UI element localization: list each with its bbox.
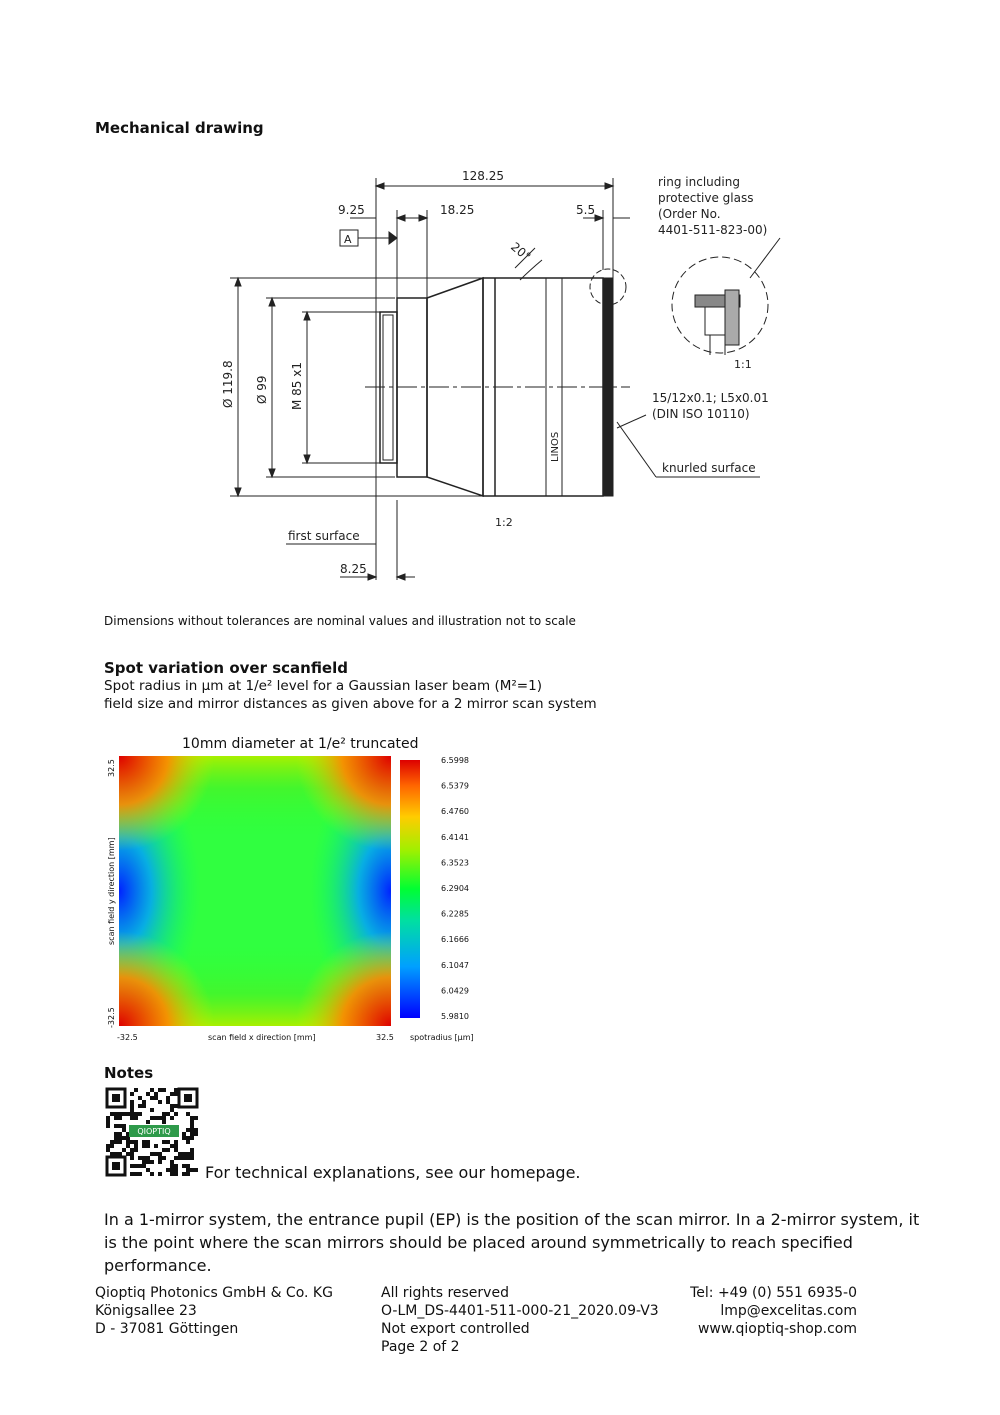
- y-tick-min: -32.5: [107, 1007, 116, 1028]
- colorbar-tick-label: 6.3523: [441, 858, 469, 868]
- footer-address: [95, 1284, 333, 1338]
- colorbar-tick-label: 6.2285: [441, 909, 469, 919]
- x-tick-max: 32.5: [376, 1033, 394, 1042]
- dim-overall-length: 128.25: [462, 169, 504, 183]
- callout-spec-line2: (DIN ISO 10110): [652, 407, 750, 421]
- homepage-text: For technical explanations, see our homepage.: [205, 1163, 581, 1182]
- scale-detail: 1:1: [734, 358, 752, 371]
- mechanical-drawing: [190, 160, 790, 590]
- callout-ring-line2: protective glass: [658, 191, 754, 205]
- entrance-pupil-paragraph: In a 1-mirror system, the entrance pupil (EP) is the position of the scan mirror. In a 2-mirror system, it is the point where the scan mirrors should be placed around symmetrically to reach specified performance.: [104, 1210, 920, 1275]
- footer-company: Qioptiq Photonics GmbH & Co. KG: [95, 1285, 333, 1301]
- colorbar-tick-label: 6.4760: [441, 807, 469, 817]
- chart-title: 10mm diameter at 1/e² truncated: [182, 736, 419, 752]
- colorbar: [400, 760, 420, 1018]
- y-axis-label: scan field y direction [mm]: [107, 837, 116, 945]
- colorbar-tick-label: 6.5998: [441, 756, 469, 765]
- dim-diameter-mid: Ø 99: [255, 375, 269, 404]
- callout-spec-line1: 15/12x0.1; L5x0.01: [652, 391, 769, 405]
- footer-doc-id: O-LM_DS-4401-511-000-21_2020.09-V3: [381, 1303, 659, 1319]
- dim-first-surface: 8.25: [340, 562, 367, 576]
- footer-tel: Tel: +49 (0) 551 6935-0: [690, 1285, 857, 1301]
- footer-contact: [690, 1284, 857, 1338]
- section-heading-notes: Notes: [104, 1064, 154, 1082]
- x-axis-label: scan field x direction [mm]: [208, 1033, 316, 1042]
- drawing-note: Dimensions without tolerances are nominal values and illustration not to scale: [104, 614, 576, 628]
- dim-flange-length: 18.25: [440, 203, 475, 217]
- svg-text:QIOPTIQ: QIOPTIQ: [137, 1127, 171, 1136]
- x-tick-min: -32.5: [117, 1033, 138, 1042]
- dim-diameter-outer: Ø 119.8: [221, 360, 235, 408]
- colorbar-tick-label: 6.4141: [441, 832, 469, 842]
- footer-document-info: [381, 1284, 659, 1356]
- qr-code-icon[interactable]: [105, 1087, 199, 1177]
- datum-label: A: [344, 233, 352, 246]
- callout-ring-line4: 4401-511-823-00): [658, 223, 768, 237]
- section-heading-mechanical: Mechanical drawing: [95, 119, 264, 137]
- colorbar-tick-label: 6.0429: [441, 986, 469, 996]
- spot-description-line2: field size and mirror distances as given above for a 2 mirror scan system: [104, 696, 597, 712]
- footer-city: D - 37081 Göttingen: [95, 1321, 239, 1337]
- colorbar-tick-label: 6.1666: [441, 935, 469, 945]
- callout-ring-line1: ring including: [658, 175, 740, 189]
- footer-export: Not export controlled: [381, 1321, 530, 1337]
- colorbar-tick-label: 6.2904: [441, 884, 469, 893]
- footer-page-number: Page 2 of 2: [381, 1339, 460, 1355]
- callout-first-surface: first surface: [288, 529, 360, 543]
- spot-description-line1: Spot radius in µm at 1/e² level for a Gaussian laser beam (M²=1): [104, 678, 542, 694]
- spot-heatmap-chart: [95, 730, 495, 1050]
- callout-knurled: knurled surface: [662, 461, 756, 475]
- colorbar-tick-label: 6.5379: [441, 781, 469, 791]
- colorbar-tick-label: 6.1047: [441, 960, 469, 970]
- dim-ring-length: 5.5: [576, 203, 596, 217]
- scale-main: 1:2: [495, 516, 513, 529]
- colorbar-tick-label: 5.9810: [441, 1012, 469, 1021]
- dim-angle: 20°: [508, 239, 534, 264]
- colorbar-label: spotradius [µm]: [410, 1033, 474, 1042]
- dim-thread: M 85 x1: [290, 362, 304, 410]
- footer-rights: All rights reserved: [381, 1285, 509, 1301]
- heatmap-plot-area: [119, 756, 391, 1026]
- footer-email[interactable]: lmp@excelitas.com: [720, 1303, 857, 1319]
- footer-website[interactable]: www.qioptiq-shop.com: [697, 1321, 857, 1337]
- y-tick-max: 32.5: [107, 759, 116, 777]
- footer-street: Königsallee 23: [95, 1303, 197, 1319]
- callout-ring-line3: (Order No.: [658, 207, 721, 221]
- dim-front-offset: 9.25: [338, 203, 365, 217]
- section-heading-spot: Spot variation over scanfield: [104, 659, 348, 677]
- brand-label: LINOS: [550, 431, 561, 462]
